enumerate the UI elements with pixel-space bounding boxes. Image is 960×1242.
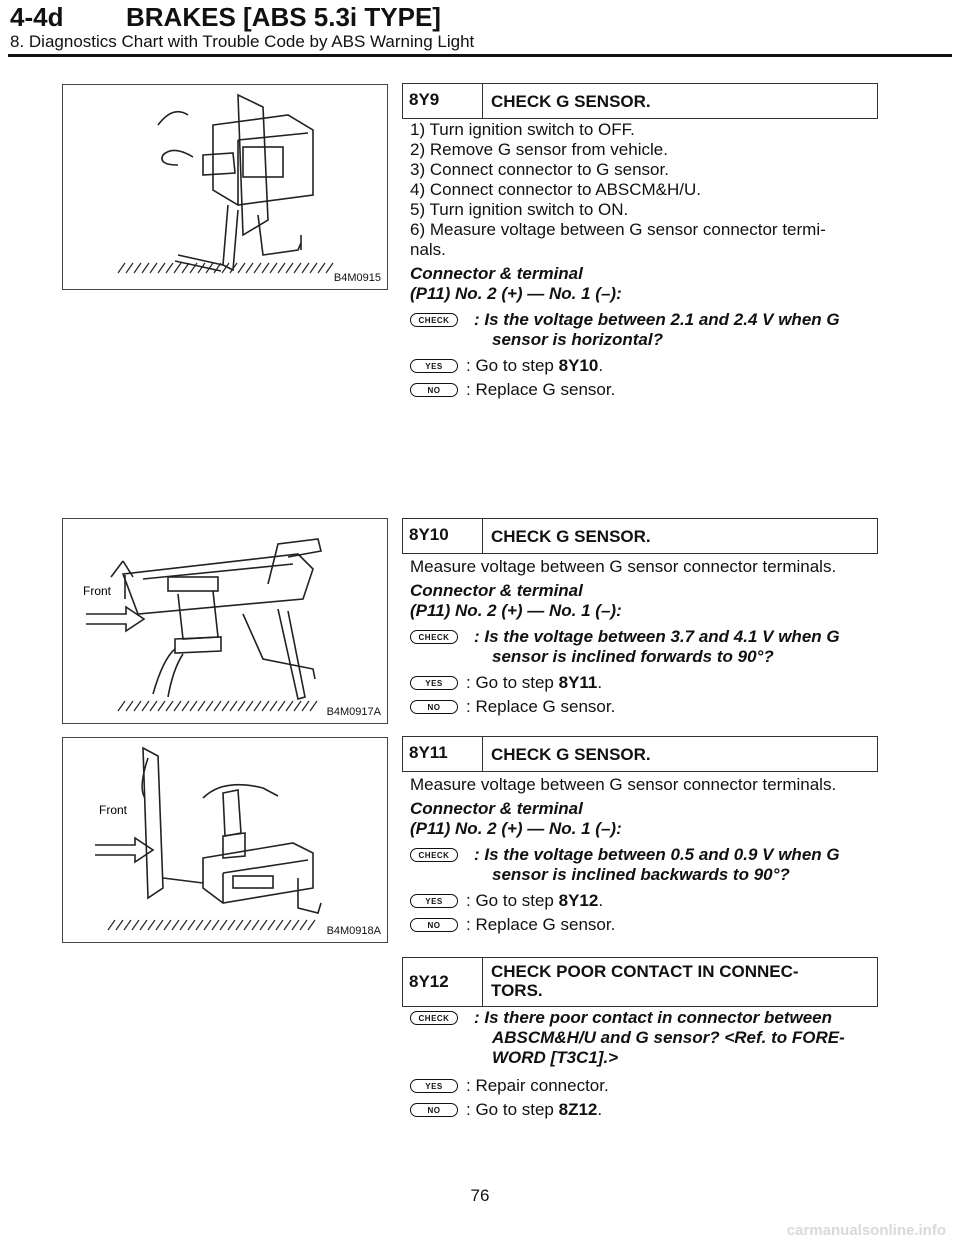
g-sensor-forward-illustration <box>63 519 387 723</box>
check-icon: CHECK <box>410 1011 458 1025</box>
page-number: 76 <box>470 1186 490 1205</box>
no-branch <box>410 915 880 935</box>
figure-g-sensor-backward <box>62 737 388 943</box>
instruction-line: 3) Connect connector to G sensor. <box>410 160 669 179</box>
no-icon: NO <box>410 1103 458 1117</box>
yes-icon: YES <box>410 894 458 908</box>
check-text: ABSCM&H/U and G sensor? <Ref. to FORE- <box>492 1028 845 1047</box>
no-branch <box>410 1100 880 1120</box>
connector-terminals: (P11) No. 2 (+) — No. 1 (–): <box>410 601 622 620</box>
check-question <box>410 845 880 885</box>
check-text: : Is there poor contact in connector between <box>474 1008 832 1027</box>
yes-text-suffix: . <box>598 356 604 375</box>
g-sensor-horizontal-illustration <box>63 85 387 289</box>
step-body-8y9 <box>410 120 880 400</box>
check-icon: CHECK <box>410 848 458 862</box>
check-text: sensor is inclined forwards to 90°? <box>492 647 774 666</box>
step-title: CHECK G SENSOR. <box>491 92 651 111</box>
yes-text-suffix: . <box>598 891 604 910</box>
yes-branch <box>410 891 880 911</box>
step-body-8y10 <box>410 557 880 717</box>
step-body-8y11 <box>410 775 880 935</box>
instruction-line: 5) Turn ignition switch to ON. <box>410 200 629 219</box>
section-number: 4-4d <box>10 2 64 32</box>
figure-label: B4M0917A <box>326 706 381 718</box>
instruction-line: Measure voltage between G sensor connector terminals. <box>410 775 837 794</box>
connector-spec: Connector & terminal <box>410 581 583 600</box>
connector-terminals: (P11) No. 2 (+) — No. 1 (–): <box>410 819 622 838</box>
step-body-8y12 <box>410 1008 880 1120</box>
yes-icon: YES <box>410 359 458 373</box>
check-text: : Is the voltage between 3.7 and 4.1 V when G <box>474 627 840 646</box>
instruction-line: 6) Measure voltage between G sensor connector termi- <box>410 220 826 239</box>
no-text: : Replace G sensor. <box>466 915 616 934</box>
instruction-line: 4) Connect connector to ABSCM&H/U. <box>410 180 702 199</box>
check-question <box>410 627 880 667</box>
figure-label: B4M0915 <box>333 272 381 284</box>
yes-branch <box>410 356 880 376</box>
figure-g-sensor-forward <box>62 518 388 724</box>
step-link[interactable]: 8Y10 <box>558 356 599 375</box>
step-link[interactable]: 8Y12 <box>558 891 599 910</box>
no-icon: NO <box>410 918 458 932</box>
front-label: Front <box>83 584 112 598</box>
no-icon: NO <box>410 700 458 714</box>
instruction-line: nals. <box>410 240 446 259</box>
g-sensor-backward-illustration <box>63 738 387 942</box>
no-branch <box>410 697 880 717</box>
step-id: 8Y9 <box>403 84 483 118</box>
yes-text-suffix: . <box>597 673 603 692</box>
no-text-suffix: . <box>597 1100 603 1119</box>
header-rule <box>8 54 952 57</box>
figure-label: B4M0918A <box>326 925 381 937</box>
front-label: Front <box>99 803 128 817</box>
step-title-cont: TORS. <box>491 981 543 1000</box>
connector-spec: Connector & terminal <box>410 799 583 818</box>
yes-branch <box>410 1076 880 1096</box>
step-title: CHECK G SENSOR. <box>491 745 651 764</box>
no-text: : Replace G sensor. <box>466 380 616 399</box>
check-icon: CHECK <box>410 313 458 327</box>
step-link[interactable]: 8Z12 <box>558 1100 598 1119</box>
check-icon: CHECK <box>410 630 458 644</box>
yes-icon: YES <box>410 676 458 690</box>
instruction-line: 2) Remove G sensor from vehicle. <box>410 140 668 159</box>
step-header-8y12 <box>402 957 878 1007</box>
no-text: : Replace G sensor. <box>466 697 616 716</box>
check-text: WORD [T3C1].> <box>492 1048 619 1067</box>
step-header-8y10 <box>402 518 878 554</box>
step-link[interactable]: 8Y11 <box>558 673 598 692</box>
step-header-8y9 <box>402 83 878 119</box>
yes-text: : Go to step <box>466 673 559 692</box>
step-title: CHECK G SENSOR. <box>491 527 651 546</box>
yes-branch <box>410 673 880 693</box>
no-icon: NO <box>410 383 458 397</box>
instruction-line: Measure voltage between G sensor connector terminals. <box>410 557 837 576</box>
check-text: : Is the voltage between 0.5 and 0.9 V when G <box>474 845 840 864</box>
connector-spec: Connector & terminal <box>410 264 583 283</box>
step-header-8y11 <box>402 736 878 772</box>
yes-icon: YES <box>410 1079 458 1093</box>
check-question <box>410 1008 880 1068</box>
check-text: sensor is horizontal? <box>492 330 663 349</box>
instruction-line: 1) Turn ignition switch to OFF. <box>410 120 635 139</box>
page-title: BRAKES [ABS 5.3i TYPE] <box>126 2 441 32</box>
yes-text: : Go to step <box>466 891 559 910</box>
connector-terminals: (P11) No. 2 (+) — No. 1 (–): <box>410 284 622 303</box>
yes-text: : Go to step <box>466 356 559 375</box>
check-text: sensor is inclined backwards to 90°? <box>492 865 790 884</box>
yes-text: : Repair connector. <box>466 1076 609 1095</box>
no-branch <box>410 380 880 400</box>
step-id: 8Y12 <box>403 958 483 1006</box>
figure-g-sensor-horizontal <box>62 84 388 290</box>
check-text: : Is the voltage between 2.1 and 2.4 V when G <box>474 310 840 329</box>
check-question <box>410 310 880 350</box>
page-subtitle: 8. Diagnostics Chart with Trouble Code by ABS Warning Light <box>10 32 475 51</box>
step-id: 8Y10 <box>403 519 483 553</box>
step-title: CHECK POOR CONTACT IN CONNEC- <box>491 962 799 981</box>
no-text: : Go to step <box>466 1100 559 1119</box>
step-id: 8Y11 <box>403 737 483 771</box>
watermark: carmanualsonline.info <box>786 1222 946 1239</box>
